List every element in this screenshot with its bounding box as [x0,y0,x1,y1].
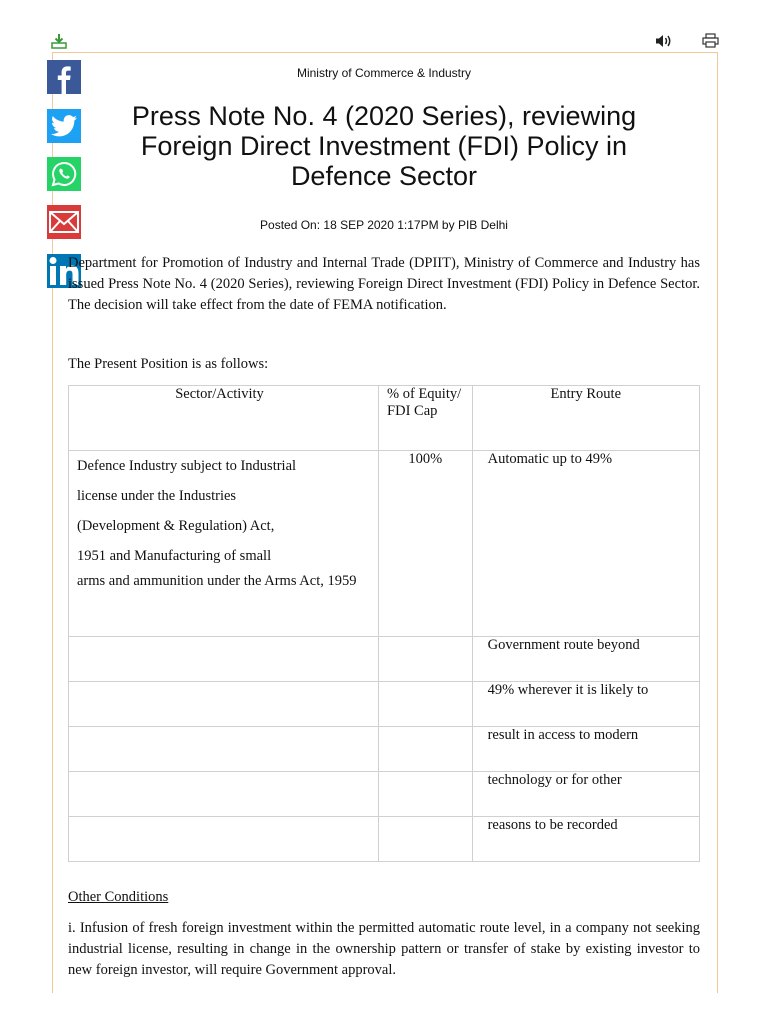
table-row [69,637,700,682]
condition-paragraph: i. Infusion of fresh foreign investment within the permitted automatic route level, in a company not seeking industrial license, resulting in change in the ownership pattern or transfer of stake by existing investor to new foreign investor, will require Government approval. [68,920,700,978]
sector-line: license under the Industries [77,488,237,504]
header-equity [379,386,473,451]
table-row [69,772,700,817]
present-position-text: The Present Position is as follows: [68,356,269,372]
equity-cell: 100% [379,451,473,637]
sector-cell [69,451,379,637]
route-cell: technology or for other [472,772,699,817]
route-cell: Government route beyond [472,637,699,682]
table-row [69,817,700,862]
print-icon[interactable] [702,33,719,48]
header-equity-line: % of Equity/ [387,386,462,402]
sector-line: 1951 and Manufacturing of small [77,548,272,564]
table-row [69,451,700,637]
other-conditions-heading: Other Conditions [68,889,169,905]
download-icon[interactable] [51,33,67,49]
header-sector: Sector/Activity [69,386,379,451]
speaker-icon[interactable] [655,34,673,48]
whatsapp-icon [51,161,77,187]
sector-line: (Development & Regulation) Act, [77,518,275,534]
table-header-row [69,386,700,451]
posted-on: Posted On: 18 SEP 2020 1:17PM by PIB Delhi [260,218,508,232]
header-equity-line: FDI Cap [387,403,438,419]
twitter-share-button[interactable] [47,109,81,143]
whatsapp-share-button[interactable] [47,157,81,191]
intro-paragraph: Department for Promotion of Industry and Internal Trade (DPIIT), Ministry of Commerce and Industry has issued Press Note No. 4 (2020 Series), reviewing Foreign Direct Investment (FDI) Policy in Defence Sector. The decision will take effect from the date of FEMA notification. [68,255,700,313]
present-position-table [68,385,700,862]
route-cell: result in access to modern [472,727,699,772]
route-cell: 49% wherever it is likely to [472,682,699,727]
header-route: Entry Route [472,386,699,451]
table-row [69,682,700,727]
page-title: Press Note No. 4 (2020 Series), reviewing Foreign Direct Investment (FDI) Policy in Defence Sector [131,101,637,191]
sector-line: arms and ammunition under the Arms Act, 1959 [77,573,357,589]
twitter-icon [51,115,77,137]
top-toolbar [0,0,768,52]
ministry-name: Ministry of Commerce & Industry [296,66,472,80]
table-row [69,727,700,772]
sector-line: Defence Industry subject to Industrial [77,458,297,474]
route-cell: reasons to be recorded [472,817,699,862]
route-cell: Automatic up to 49% [472,451,699,637]
